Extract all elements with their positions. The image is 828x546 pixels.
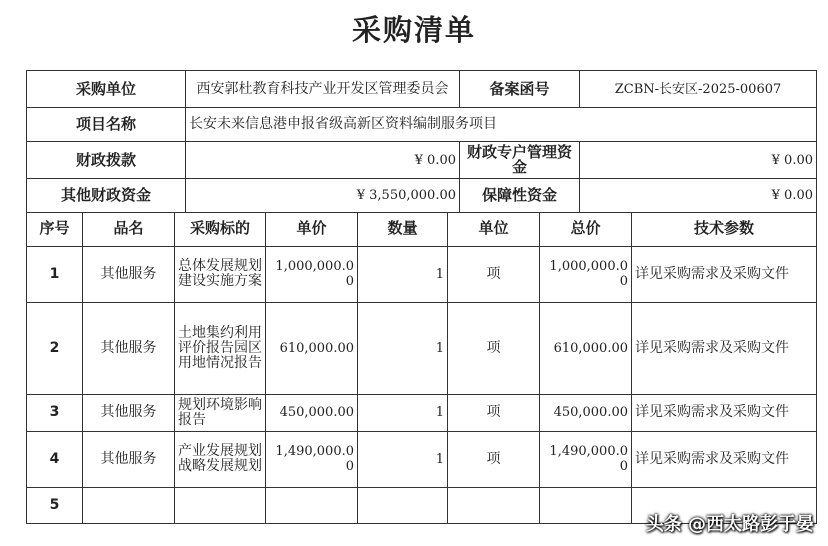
table-row [27,431,817,487]
row-target: 土地集约利用评价报告园区用地情况报告 [175,302,266,394]
row-name: 其他服务 [83,302,175,394]
row-price: 1,490,000.00 [266,431,358,487]
purchase-unit-label: 采购单位 [27,71,186,108]
row-price [266,487,358,523]
row-total: 1,490,000.00 [540,431,632,487]
row-price: 610,000.00 [266,302,358,394]
items-header-row [27,212,817,246]
col-header-spec: 技术参数 [632,212,817,246]
table-row [27,394,817,431]
row-seq: 5 [27,487,83,523]
row-total: 610,000.00 [540,302,632,394]
table-row [27,302,817,394]
row-target: 产业发展规划战略发展规划 [175,431,266,487]
row-price: 450,000.00 [266,394,358,431]
col-header-seq: 序号 [27,212,83,246]
col-header-total: 总价 [540,212,632,246]
row-seq: 1 [27,246,83,302]
col-header-name: 品名 [83,212,175,246]
other-fiscal-label: 其他财政资金 [27,179,186,213]
fiscal-allocation-value: ¥ 0.00 [186,142,460,179]
row-seq: 2 [27,302,83,394]
row-name [83,487,175,523]
row-target [175,487,266,523]
project-name-label: 项目名称 [27,108,186,142]
row-qty: 1 [358,431,448,487]
row-qty: 1 [358,394,448,431]
record-number-value: ZCBN-长安区-2025-00607 [580,71,817,108]
guarantee-fund-value: ¥ 0.00 [580,179,817,213]
row-spec: 详见采购需求及采购文件 [632,302,817,394]
fiscal-allocation-label: 财政拨款 [27,142,186,179]
guarantee-fund-label: 保障性资金 [460,179,580,213]
row-unit: 项 [448,431,540,487]
page-title: 采购清单 [351,13,476,47]
col-header-target: 采购标的 [175,212,266,246]
row-name: 其他服务 [83,394,175,431]
row-spec: 详见采购需求及采购文件 [632,431,817,487]
col-header-price: 单价 [266,212,358,246]
row-target: 规划环境影响报告 [175,394,266,431]
row-target: 总体发展规划建设实施方案 [175,246,266,302]
purchase-unit-value: 西安郭杜教育科技产业开发区管理委员会 [186,71,460,108]
record-number-label: 备案函号 [460,71,580,108]
row-qty: 1 [358,302,448,394]
row-total [540,487,632,523]
row-name: 其他服务 [83,246,175,302]
project-name-value: 长安未来信息港申报省级高新区资料编制服务项目 [186,108,817,142]
other-fiscal-value: ¥ 3,550,000.00 [186,179,460,213]
row-seq: 4 [27,431,83,487]
row-unit [448,487,540,523]
col-header-qty: 数量 [358,212,448,246]
row-spec: 详见采购需求及采购文件 [632,246,817,302]
watermark: 头条 @西太路彭于晏 [645,514,814,535]
row-qty [358,487,448,523]
items-table [26,212,817,524]
row-unit: 项 [448,302,540,394]
row-total: 1,000,000.00 [540,246,632,302]
table-row [27,246,817,302]
header-info-table [26,70,817,213]
special-account-value: ¥ 0.00 [580,142,817,179]
row-unit: 项 [448,394,540,431]
row-name: 其他服务 [83,431,175,487]
row-seq: 3 [27,394,83,431]
special-account-label: 财政专户管理资金 [460,142,580,179]
row-spec: 详见采购需求及采购文件 [632,394,817,431]
col-header-unit: 单位 [448,212,540,246]
row-qty: 1 [358,246,448,302]
row-price: 1,000,000.00 [266,246,358,302]
row-total: 450,000.00 [540,394,632,431]
row-unit: 项 [448,246,540,302]
